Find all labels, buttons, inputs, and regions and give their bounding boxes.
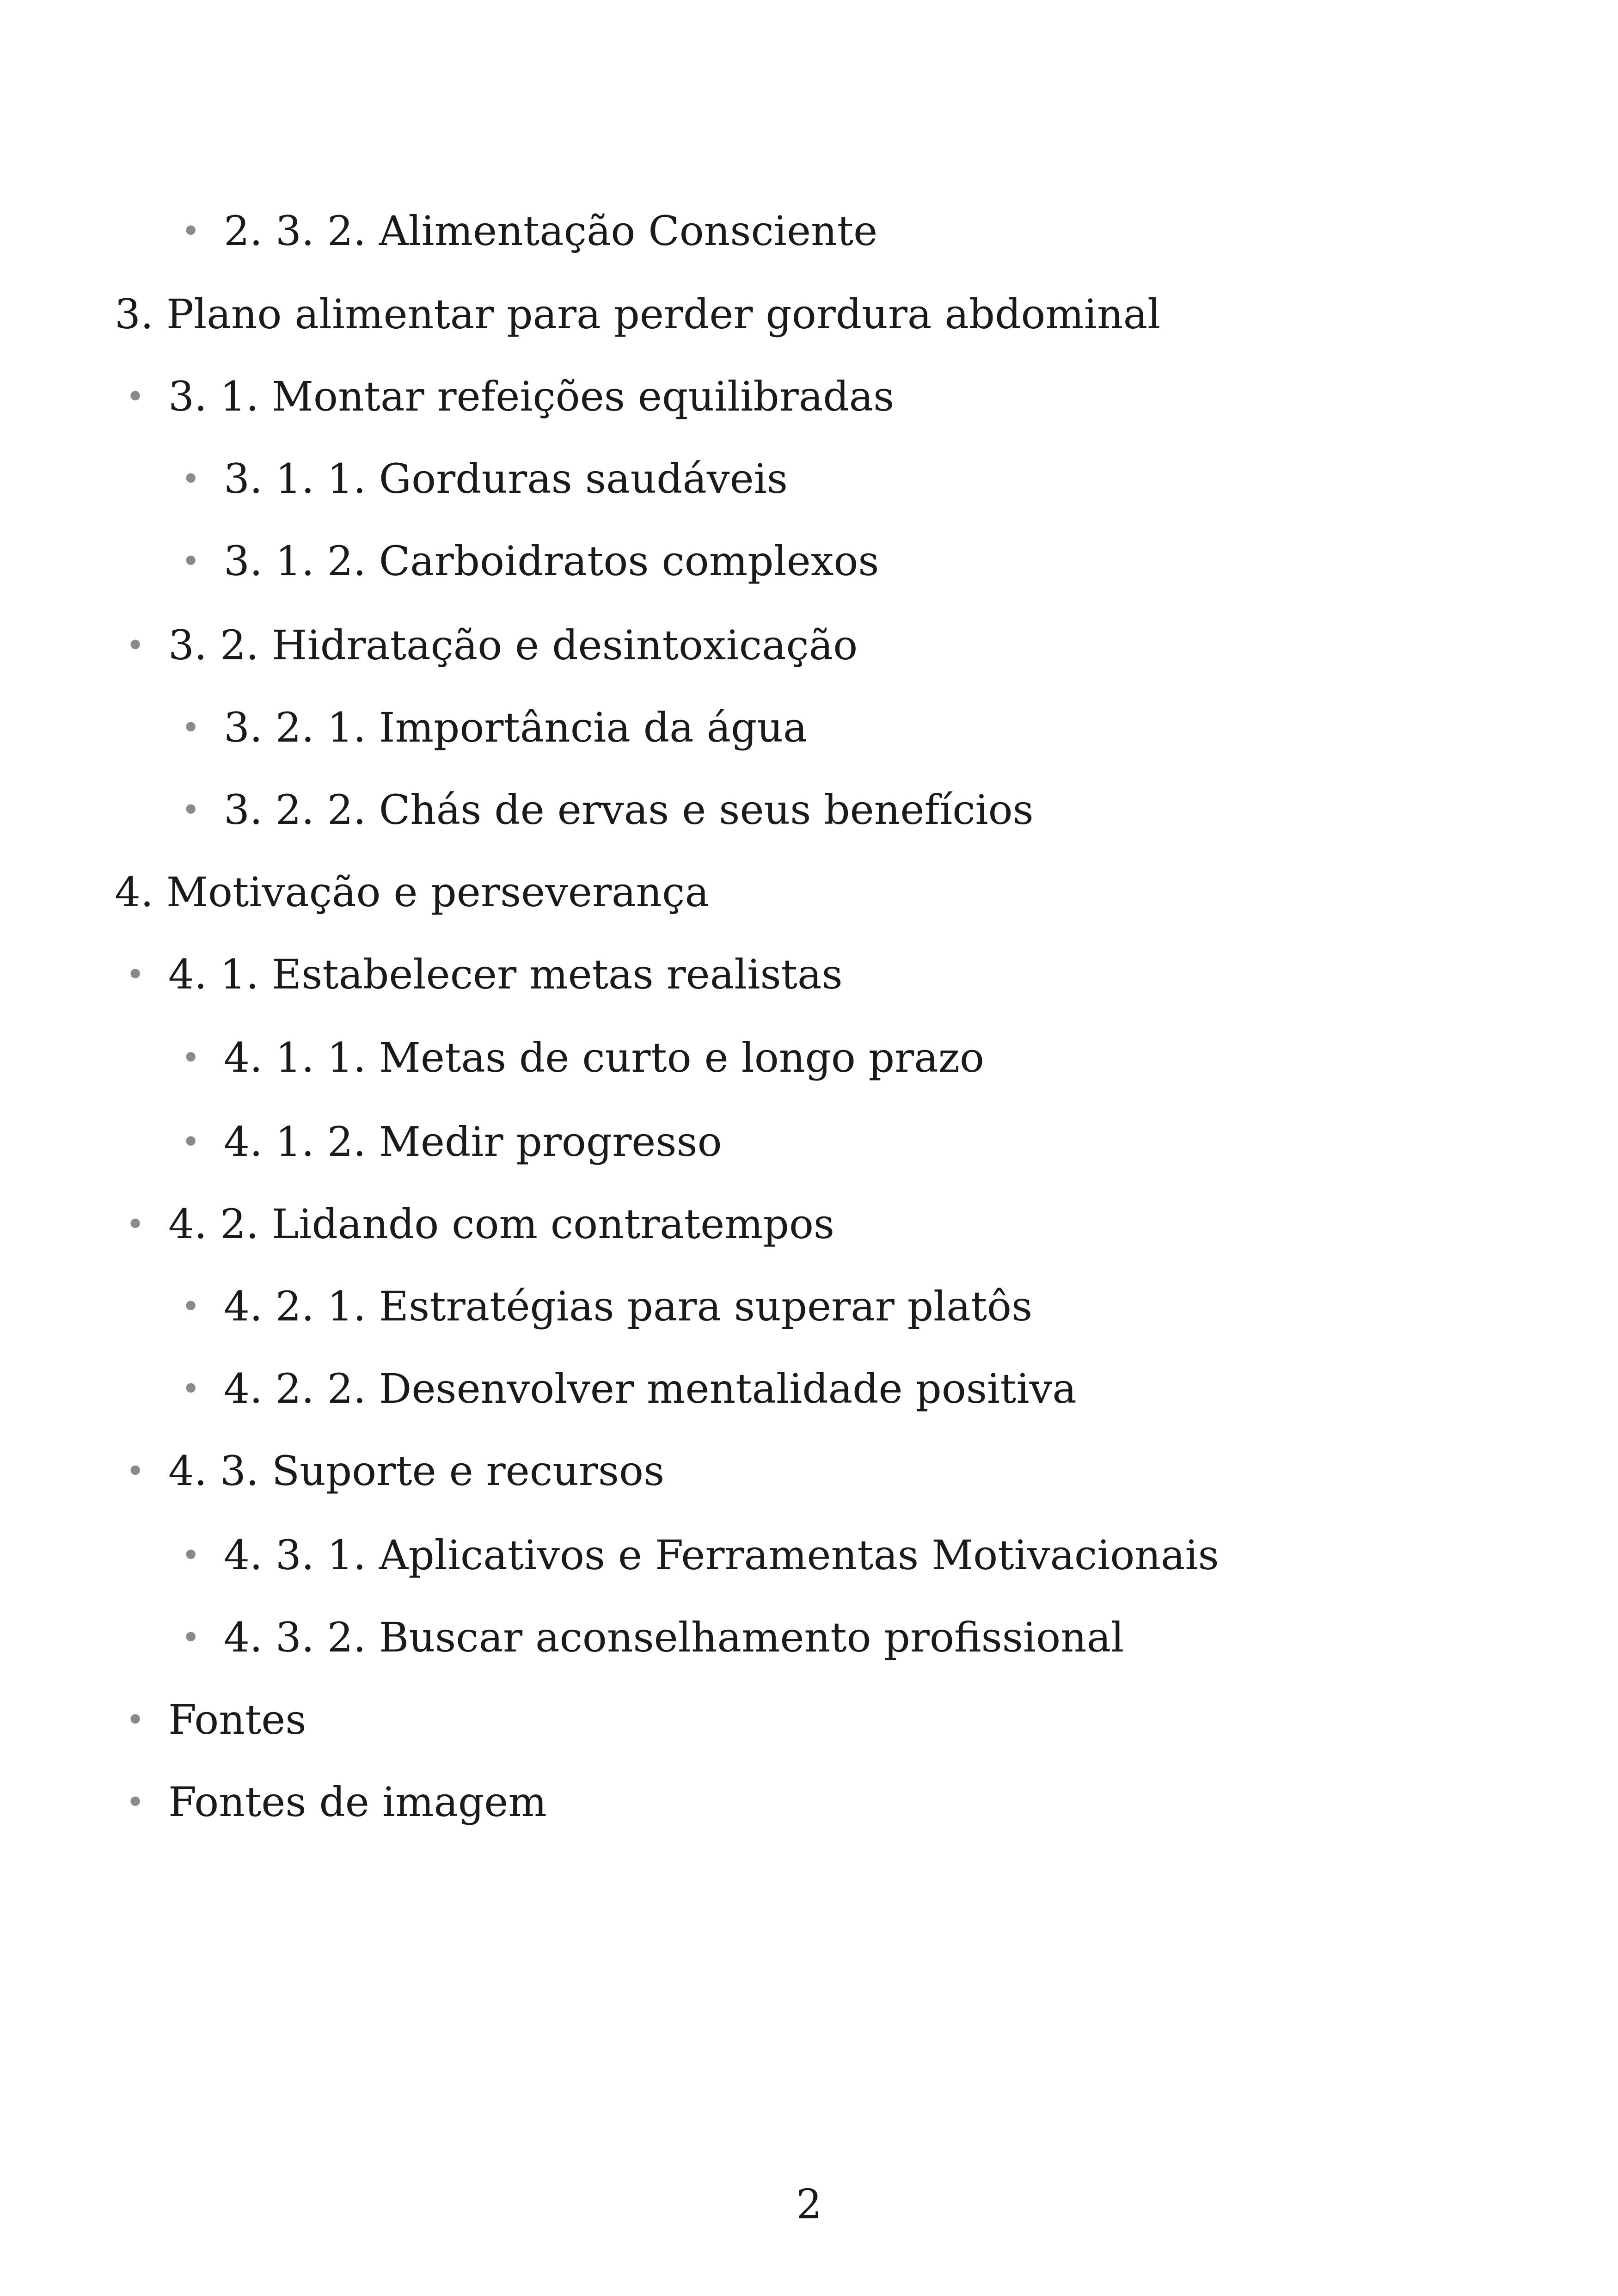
toc-entry-label: 3. 2. 1. Importância da água [224,704,808,751]
toc-entry-label: 2. 3. 2. Alimentação Consciente [224,207,878,255]
toc-entry-label: 4. Motivação e perseverança [115,868,709,916]
bullet-icon: • [181,1619,201,1657]
bullet-icon: • [126,1701,145,1739]
toc-entry-label: 3. Plano alimentar para perder gordura abdominal [115,290,1161,338]
toc-entry-label: 3. 1. 2. Carboidratos complexos [224,537,879,585]
bullet-icon: • [126,956,145,994]
toc-entry-label: 3. 2. Hidratação e desintoxicação [168,621,858,669]
bullet-icon: • [126,626,145,664]
bullet-icon: • [181,791,201,829]
bullet-icon: • [126,378,145,416]
bullet-icon: • [181,542,201,580]
bullet-icon: • [181,460,201,498]
toc-entry-label: 4. 3. 1. Aplicativos e Ferramentas Motivacionais [224,1531,1219,1579]
toc-entry-label: 4. 1. 2. Medir progresso [224,1118,722,1166]
bullet-icon: • [181,1123,201,1161]
toc-entry-label: Fontes de imagem [168,1778,547,1826]
bullet-icon: • [126,1205,145,1243]
toc-entry-label: 3. 2. 2. Chás de ervas e seus benefícios [224,786,1034,834]
toc-entry-label: Fontes [168,1696,306,1743]
toc-entry-label: 4. 3. 2. Buscar aconselhamento profissional [224,1614,1124,1661]
page-number: 2 [796,2180,822,2228]
bullet-icon: • [181,1536,201,1574]
toc-entry-label: 4. 1. Estabelecer metas realistas [168,951,843,998]
bullet-icon: • [181,212,201,250]
toc-entry-label: 3. 1. Montar refeições equilibradas [168,373,895,420]
bullet-icon: • [181,1288,201,1326]
toc-entry-label: 3. 1. 1. Gorduras saudáveis [224,455,788,503]
bullet-icon: • [126,1452,145,1490]
toc-entry-label: 4. 3. Suporte e recursos [168,1447,665,1495]
bullet-icon: • [181,1039,201,1077]
bullet-icon: • [126,1783,145,1821]
toc-entry-label: 4. 2. 1. Estratégias para superar platôs [224,1283,1033,1330]
bullet-icon: • [181,709,201,747]
toc-entry-label: 4. 2. Lidando com contratempos [168,1200,835,1248]
toc-entry-label: 4. 2. 2. Desenvolver mentalidade positiva [224,1365,1077,1412]
toc-entry-label: 4. 1. 1. Metas de curto e longo prazo [224,1034,985,1081]
bullet-icon: • [181,1370,201,1408]
